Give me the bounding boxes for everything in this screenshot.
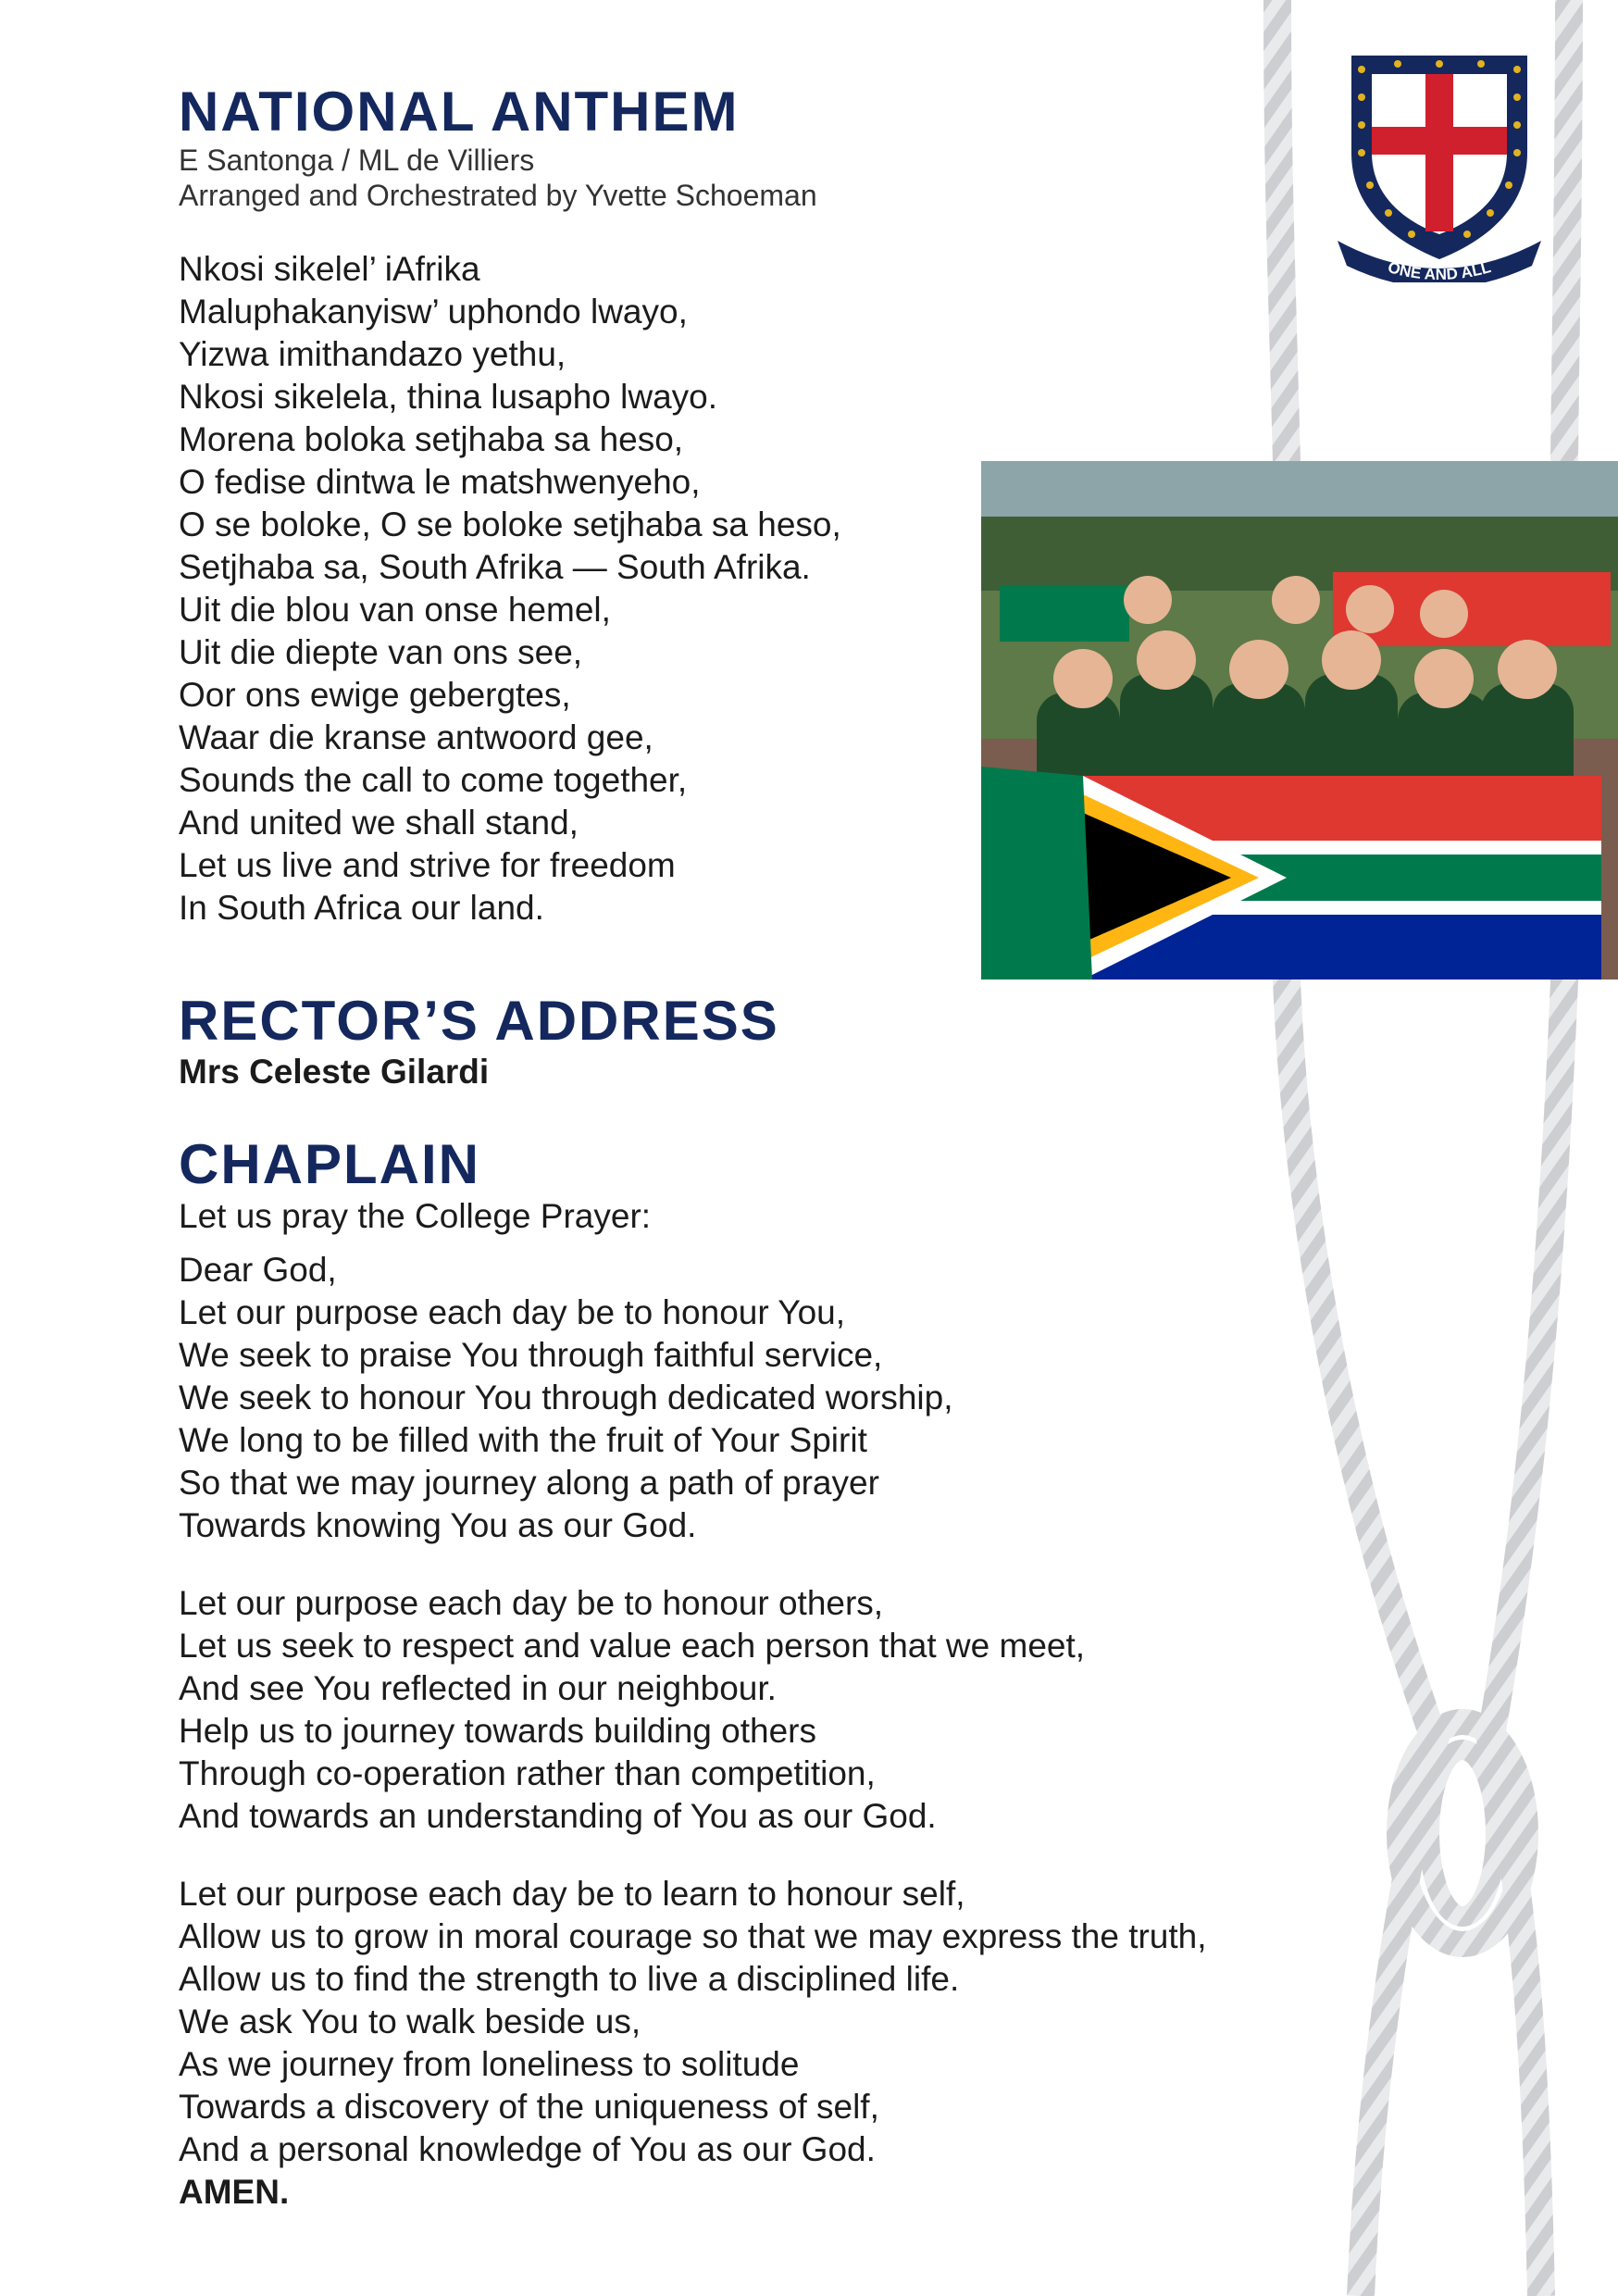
chaplain-title: CHAPLAIN [179, 1133, 480, 1195]
lyric-line: Oor ons ewige gebergtes, [179, 676, 571, 714]
prayer-line: So that we may journey along a path of prayer [179, 1464, 879, 1502]
prayer-line: Allow us to grow in moral courage so that we may express the truth, [179, 1917, 1207, 1955]
prayer-line: We seek to praise You through faithful service, [179, 1336, 883, 1374]
prayer-amen: AMEN. [179, 2173, 290, 2211]
prayer-line: We seek to honour You through dedicated worship, [179, 1379, 953, 1416]
lyric-line: Maluphakanyisw’ uphondo lwayo, [179, 293, 688, 331]
school-crest [1333, 51, 1546, 282]
lyric-line: O fedise dintwa le matshwenyeho, [179, 463, 701, 501]
prayer-line: And towards an understanding of You as our God. [179, 1797, 937, 1835]
chaplain-section [179, 1134, 1207, 2214]
lyric-line: O se boloke, O se boloke setjhaba sa heso, [179, 505, 841, 543]
prayer-line: Towards a discovery of the uniqueness of self, [179, 2088, 879, 2126]
lyric-line: Nkosi sikelela, thina lusapho lwayo. [179, 378, 718, 416]
prayer-line: And a personal knowledge of You as our God. [179, 2130, 876, 2168]
prayer-line: Allow us to find the strength to live a disciplined life. [179, 1960, 960, 1998]
prayer-stanza-3 [179, 1873, 1207, 2171]
lyric-line: And united we shall stand, [179, 804, 579, 842]
rector-address-section [179, 991, 779, 1092]
prayer-stanza-1 [179, 1249, 1207, 1547]
lyric-line: Waar die kranse antwoord gee, [179, 718, 653, 756]
rector-name: Mrs Celeste Gilardi [179, 1053, 490, 1091]
prayer-line: Let our purpose each day be to learn to honour self, [179, 1875, 965, 1913]
prayer-stanza-2 [179, 1582, 1207, 1838]
prayer-line: Towards knowing You as our God. [179, 1506, 697, 1544]
lyric-line: Sounds the call to come together, [179, 761, 688, 799]
anthem-lyrics [179, 248, 841, 930]
crest-motto: ONE AND ALL [1386, 258, 1493, 282]
prayer-line: Let us seek to respect and value each person that we meet, [179, 1627, 1086, 1665]
lyric-line: Nkosi sikelel’ iAfrika [179, 250, 480, 288]
lyric-line: Uit die blou van onse hemel, [179, 591, 611, 629]
prayer-line: We ask You to walk beside us, [179, 2003, 641, 2040]
prayer-intro [179, 1195, 1207, 1238]
lyric-line: Let us live and strive for freedom [179, 846, 676, 884]
prayer-line: Let our purpose each day be to honour You, [179, 1293, 846, 1331]
prayer-intro-line: Let us pray the College Prayer: [179, 1197, 652, 1235]
rope-decoration [1259, 0, 1618, 2296]
lyric-line: Setjhaba sa, South Afrika — South Afrika. [179, 548, 811, 586]
prayer-line: We long to be filled with the fruit of Your Spirit [179, 1421, 867, 1459]
prayer-line: Through co-operation rather than competition, [179, 1754, 876, 1792]
prayer-line: Help us to journey towards building others [179, 1712, 816, 1750]
prayer-line: Dear God, [179, 1251, 337, 1289]
anthem-title: NATIONAL ANTHEM [179, 81, 740, 143]
lyric-line: Uit die diepte van ons see, [179, 633, 583, 671]
prayer-line: And see You reflected in our neighbour. [179, 1669, 777, 1707]
lyric-line: Morena boloka setjhaba sa heso, [179, 420, 684, 458]
team-photo [981, 461, 1618, 980]
national-anthem-section [179, 81, 841, 930]
lyric-line: In South Africa our land. [179, 889, 544, 927]
anthem-composers: E Santonga / ML de Villiers [179, 144, 535, 177]
rector-title: RECTOR’S ADDRESS [179, 990, 779, 1052]
prayer-line: As we journey from loneliness to solitude [179, 2045, 800, 2083]
lyric-line: Yizwa imithandazo yethu, [179, 335, 566, 373]
prayer-line: Let our purpose each day be to honour others, [179, 1584, 884, 1622]
anthem-arranger: Arranged and Orchestrated by Yvette Schoeman [179, 179, 817, 212]
